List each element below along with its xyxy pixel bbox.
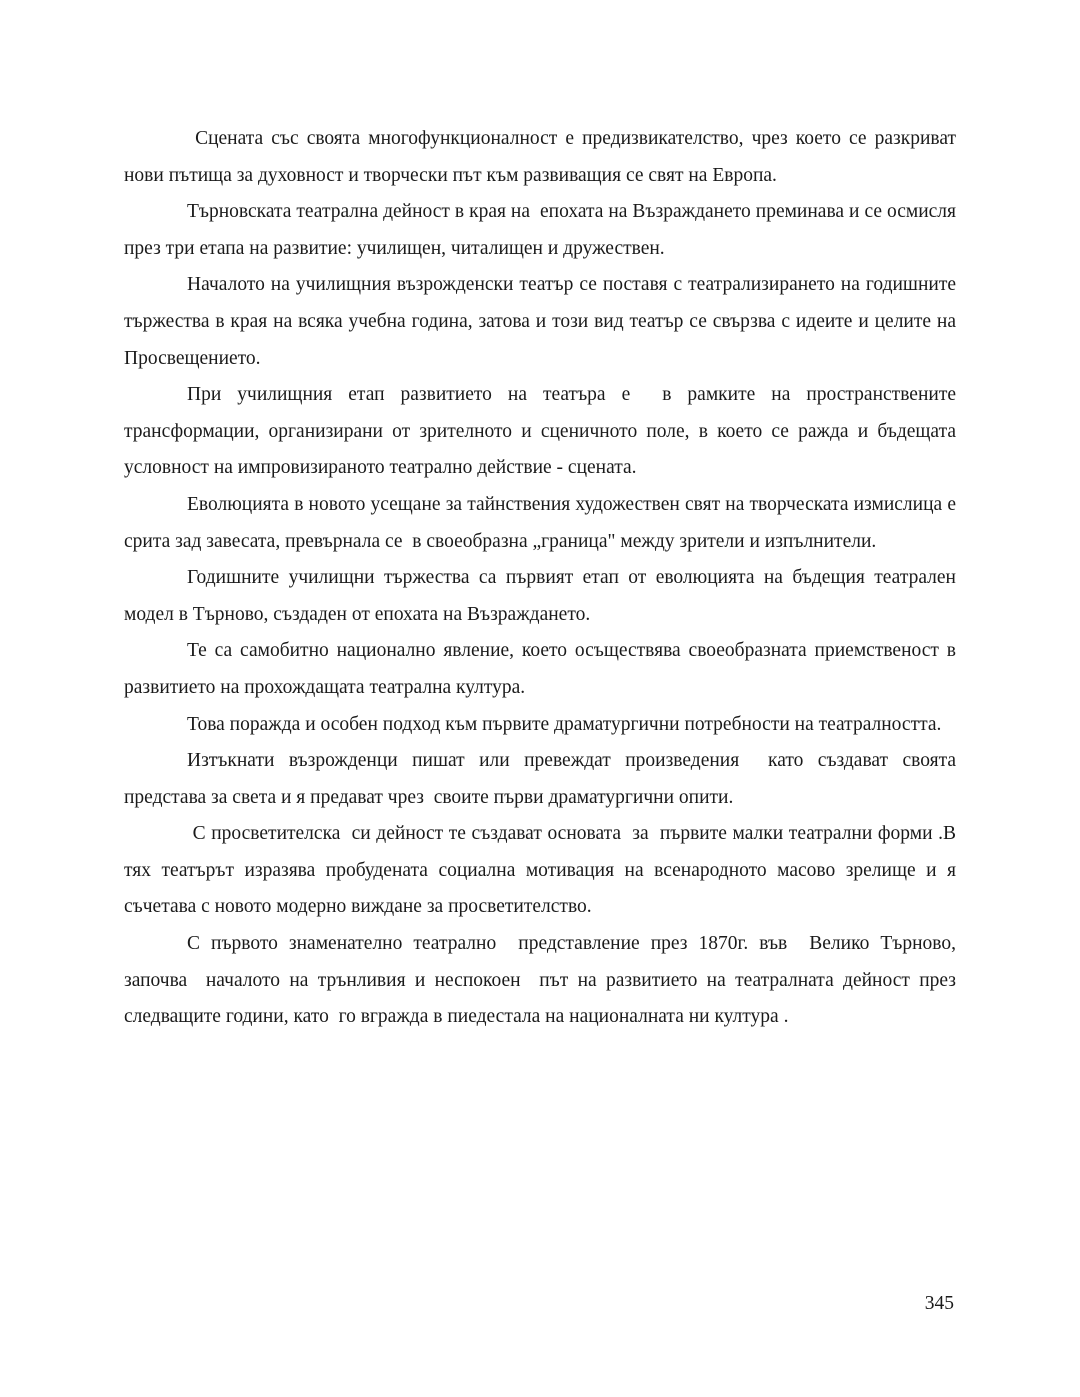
paragraph: Еволюцията в новото усещане за тайнствения художествен свят на творческата измислица е срита зад завесата, превърнала се в своеобразна „граница" между зрители и изпълнители. xyxy=(124,493,961,552)
paragraph: Сцената със своята многофункционалност е предизвикателство, чрез което се разкриват нови пътища за духовност и творчески път към развиващия се свят на Европа. xyxy=(124,128,961,186)
paragraph: С първото знаменателно театрално представление през 1870г. във Велико Търново, започва началото на трънливия и неспокоен път на развитието на театралната дейност през следващите години, като го вгражда в пиедестала на националната ни култура . xyxy=(124,933,961,1028)
paragraph: С просветителска си дейност те създават основата за първите малки театрални форми .В тях театърът изразява пробудената социална мотивация на всенародното масово зрелище и я съчетава с новото модерно виждане за просветителство. xyxy=(124,823,961,918)
body-text xyxy=(124,121,961,1036)
paragraph: Годишните училищни тържества са първият етап от еволюцията на бъдещия театрален модел в Търново, създаден от епохата на Възраждането. xyxy=(124,567,961,625)
paragraph: Началото на училищния възрожденски театър се поставя с театрализирането на годишните тържества в края на всяка учебна година, затова и този вид театър се свързва с идеите и целите на Просвещението. xyxy=(124,274,961,369)
paragraph: При училищния етап развитието на театъра е в рамките на пространствените трансформации, организирани от зрителното и сценичното поле, в което се ражда и бъдещата условност на импровизираното театрално действие - сцената. xyxy=(124,384,961,479)
paragraph: Търновската театрална дейност в края на епохата на Възраждането преминава и се осмисля през три етапа на развитие: училищен, читалищен и дружествен. xyxy=(124,201,961,259)
paragraph: Изтъкнати възрожденци пишат или превеждат произведения като създават своята представа за света и я предават чрез своите първи драматургични опити. xyxy=(124,750,961,808)
paragraph: Те са самобитно национално явление, което осъществява своеобразната приемственост в развитието на прохождащата театрална култура. xyxy=(124,640,961,698)
paragraph: Това поражда и особен подход към първите драматургични потребности на театралността. xyxy=(187,713,942,735)
page-number: 345 xyxy=(924,1293,954,1314)
